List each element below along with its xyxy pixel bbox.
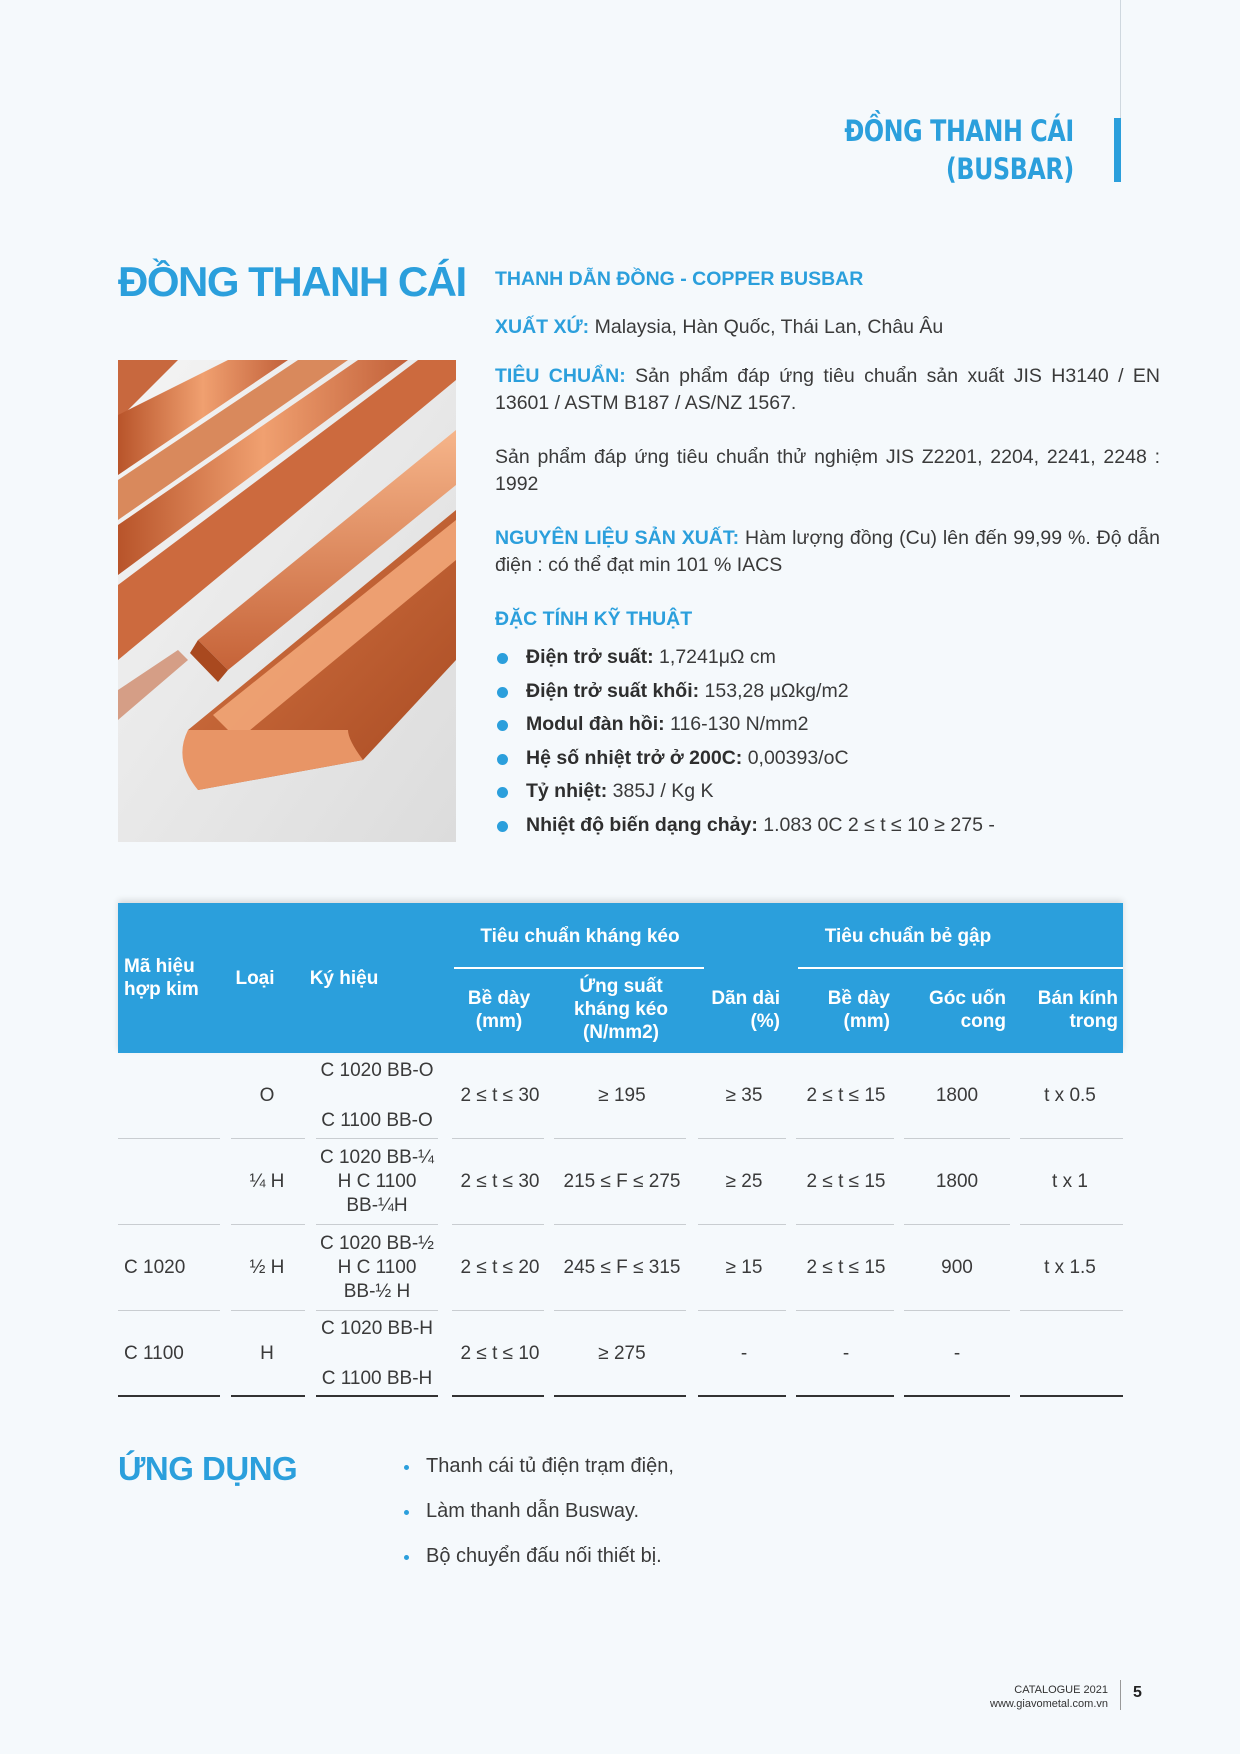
footer-catalogue: CATALOGUE 2021 xyxy=(1014,1684,1108,1696)
spec-item: Modul đàn hồi: 116-130 N/mm2 xyxy=(495,708,1160,742)
bend-group-line xyxy=(798,967,1123,969)
applications-title: ỨNG DỤNG xyxy=(118,1450,298,1487)
header-thickness-bend: Bề dày (mm) xyxy=(827,988,890,1032)
page-title: ĐỒNG THANH CÁI xyxy=(118,258,466,305)
bullet-icon xyxy=(497,720,508,731)
header-elongation: Dãn dài (%) xyxy=(711,988,780,1032)
table-header xyxy=(118,903,1123,1053)
tensile-group-line xyxy=(454,967,704,969)
footer-info xyxy=(990,1683,1108,1711)
header-symbol: Ký hiệu xyxy=(309,968,379,989)
footer-separator xyxy=(1120,1680,1121,1710)
header-thickness-tensile: Bề dày (mm) xyxy=(467,988,531,1032)
table-body xyxy=(118,1053,1123,1397)
applications-list xyxy=(404,1455,674,1590)
product-info xyxy=(495,266,1160,842)
header-accent-bar xyxy=(1114,118,1121,182)
spec-table xyxy=(118,903,1123,1397)
list-item: Làm thanh dẫn Busway. xyxy=(404,1500,674,1545)
spec-list xyxy=(495,641,1160,842)
bullet-icon xyxy=(404,1510,409,1515)
spec-item: Hệ số nhiệt trở ở 200C: 0,00393/oC xyxy=(495,742,1160,776)
bullet-icon xyxy=(404,1465,409,1470)
table-row: C 1100 H C 1020 BB-H C 1100 BB-H 2 ≤ t ≤ 10 ≥ 275 - - - xyxy=(118,1311,1123,1397)
bullet-icon xyxy=(497,653,508,664)
header-tensile-group: Tiêu chuẩn kháng kéo xyxy=(480,926,680,947)
header-title: ĐỒNG THANH CÁI (BUSBAR) xyxy=(844,114,1074,186)
material-label: NGUYÊN LIỆU SẢN XUẤT: xyxy=(495,527,740,549)
origin-label: XUẤT XỨ: xyxy=(495,316,590,338)
list-item: Bộ chuyển đấu nối thiết bị. xyxy=(404,1545,674,1590)
header-bend-radius: Bán kính trong xyxy=(1037,988,1118,1032)
material-line xyxy=(495,525,1160,579)
standard-line xyxy=(495,363,1160,417)
header-bend-group: Tiêu chuẩn bẻ gập xyxy=(824,926,992,947)
spec-item: Điện trở suất: 1,7241μΩ cm xyxy=(495,641,1160,675)
standard-text: Sản phẩm đáp ứng tiêu chuẩn sản xuất JIS H3140 / EN 13601 / ASTM B187 / AS/NZ 1567. xyxy=(495,365,1160,414)
footer-website[interactable]: www.giavometal.com.vn xyxy=(990,1698,1108,1710)
spec-item: Tỷ nhiệt: 385J / Kg K xyxy=(495,775,1160,809)
table-row: C 1020 ½ H C 1020 BB-½ H C 1100 BB-½ H 2 ≤ t ≤ 20 245 ≤ F ≤ 315 ≥ 15 2 ≤ t ≤ 15 900 t x 1.5 xyxy=(118,1225,1123,1311)
product-subtitle: THANH DẪN ĐỒNG - COPPER BUSBAR xyxy=(495,268,864,290)
table-row: ¼ H C 1020 BB-¼ H C 1100 BB-¼H 2 ≤ t ≤ 30 215 ≤ F ≤ 275 ≥ 25 2 ≤ t ≤ 15 1800 t x 1 xyxy=(118,1139,1123,1225)
page-number: 5 xyxy=(1133,1684,1142,1701)
bullet-icon xyxy=(497,821,508,832)
copper-busbar-photo xyxy=(118,360,456,842)
spec-item: Điện trở suất khối: 153,28 μΩkg/m2 xyxy=(495,675,1160,709)
origin-line xyxy=(495,314,1160,341)
header-type: Loại xyxy=(235,968,275,989)
list-item: Thanh cái tủ điện trạm điện, xyxy=(404,1455,674,1500)
bullet-icon xyxy=(497,687,508,698)
standard-label: TIÊU CHUẨN: xyxy=(495,365,626,387)
header-bend-angle: Góc uốn cong xyxy=(928,988,1006,1032)
spec-item: Nhiệt độ biến dạng chảy: 1.083 0C 2 ≤ t ≤ 10 ≥ 275 - xyxy=(495,809,1160,843)
test-standard-text: Sản phẩm đáp ứng tiêu chuẩn thử nghiệm JIS Z2201, 2204, 2241, 2248 : 1992 xyxy=(495,446,1160,495)
header-stress: Ứng suất kháng kéo (N/mm2) xyxy=(574,976,668,1043)
material-text: Hàm lượng đồng (Cu) lên đến 99,99 %. Độ dẫn điện : có thể đạt min 101 % IACS xyxy=(495,527,1160,576)
header-alloy: Mã hiệu hợp kim xyxy=(124,956,199,1000)
bullet-icon xyxy=(404,1555,409,1560)
bullet-icon xyxy=(497,754,508,765)
origin-text: Malaysia, Hàn Quốc, Thái Lan, Châu Âu xyxy=(589,316,944,338)
table-row: O C 1020 BB-O C 1100 BB-O 2 ≤ t ≤ 30 ≥ 195 ≥ 35 2 ≤ t ≤ 15 1800 t x 0.5 xyxy=(118,1053,1123,1139)
spec-heading: ĐẶC TÍNH KỸ THUẬT xyxy=(495,608,693,630)
bullet-icon xyxy=(497,787,508,798)
